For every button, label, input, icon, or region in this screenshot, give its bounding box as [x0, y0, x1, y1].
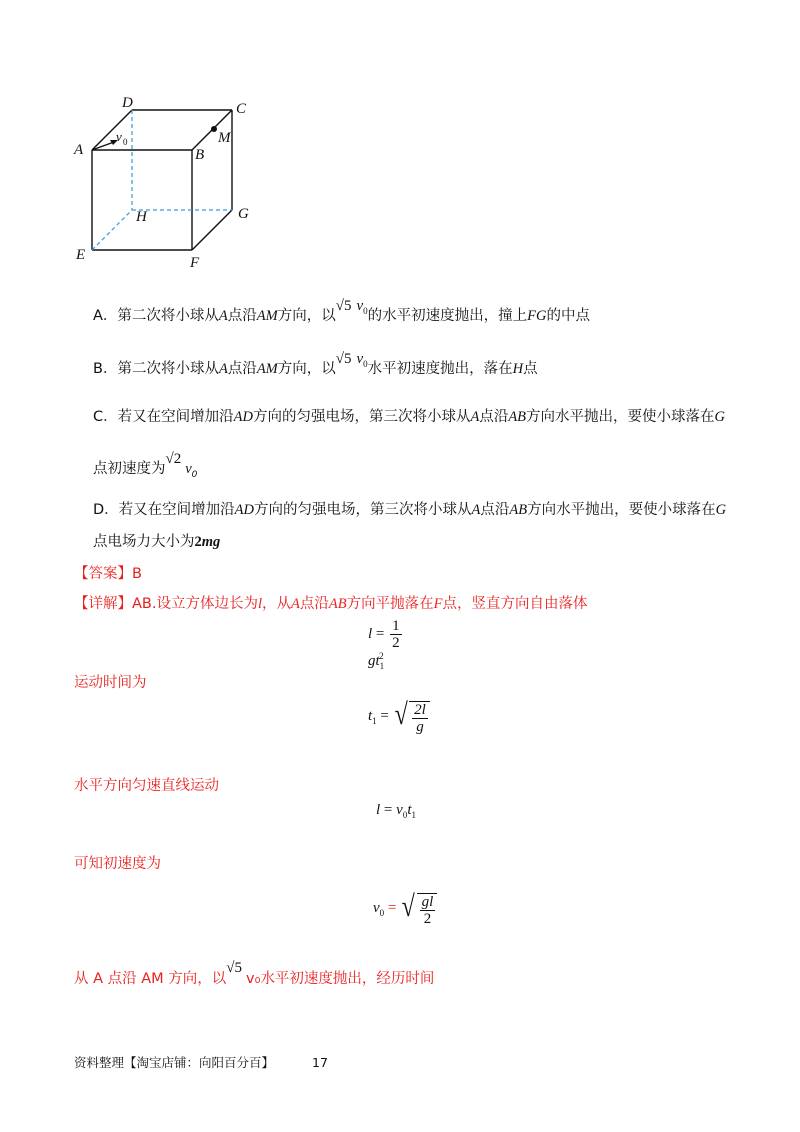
label-d: D	[122, 95, 133, 111]
page-number: 17	[312, 1055, 328, 1070]
cube-figure	[60, 90, 270, 275]
detail-label: 【详解】	[74, 596, 132, 612]
label-f: F	[190, 255, 200, 271]
option-d: D．若又在空间增加沿AD方向的匀强电场，第三次将小球从A点沿AB方向水平抛出，要使小球落在G	[93, 502, 727, 518]
footer	[74, 1053, 328, 1071]
velocity-label: 可知初速度为	[74, 856, 161, 872]
option-d-text: D．若又在空间增加沿	[93, 502, 235, 518]
label-a: A	[74, 142, 84, 158]
label-v0-sub: 0	[123, 137, 128, 147]
label-c: C	[236, 101, 247, 117]
detail-intro: 【详解】AB.设立方体边长为l，从A点沿AB方向平抛落在F点，竖直方向自由落体	[74, 596, 588, 612]
equation-3: $l = v_0t_1$	[376, 802, 416, 820]
option-a: A．第二次将小球从A点沿AM方向，以√5 $v_0$的水平初速度抛出，撞上FG的中点	[93, 298, 590, 324]
option-a-text: A．第二次将小球从	[93, 308, 219, 324]
label-h: H	[136, 209, 147, 225]
equation-2: $t_1$ = √ $\frac{2l}{g}$	[368, 698, 430, 735]
equation-4: $v_0$ = √ $\frac{gl}{2}$	[373, 890, 437, 927]
horizontal-label: 水平方向匀速直线运动	[74, 778, 219, 794]
option-b: B．第二次将小球从A点沿AM方向，以√5 $v_0$水平初速度抛出，落在H点	[93, 351, 538, 377]
label-v0: v	[116, 129, 122, 144]
edge-eh	[92, 210, 132, 250]
time-label: 运动时间为	[74, 675, 147, 691]
edge-fg	[192, 210, 232, 250]
option-d-line2: 点电场力大小为2mg	[93, 534, 221, 550]
option-c-text: C．若又在空间增加沿	[93, 409, 234, 425]
point-m	[211, 126, 217, 132]
answer-label: 【答案】	[74, 566, 132, 582]
footer-text: 资料整理【淘宝店铺：向阳百分百】	[74, 1055, 275, 1070]
label-m: M	[218, 130, 231, 146]
answer-line	[74, 562, 142, 583]
option-c: C．若又在空间增加沿AD方向的匀强电场，第三次将小球从A点沿AB方向水平抛出，要使小球落在G	[93, 409, 726, 425]
equation-1: l = $\frac{1}{2}$ $gt_1^2$	[368, 618, 400, 671]
label-e: E	[76, 247, 86, 263]
option-c-line2: 点初速度为$√2v_0$	[93, 451, 198, 480]
detail-last-line: 从 A 点沿 AM 方向，以√5v₀水平初速度抛出，经历时间	[74, 960, 435, 987]
label-g: G	[238, 206, 249, 222]
answer-value: B	[132, 566, 142, 582]
label-b: B	[195, 147, 205, 163]
option-b-text: B．第二次将小球从	[93, 361, 219, 377]
